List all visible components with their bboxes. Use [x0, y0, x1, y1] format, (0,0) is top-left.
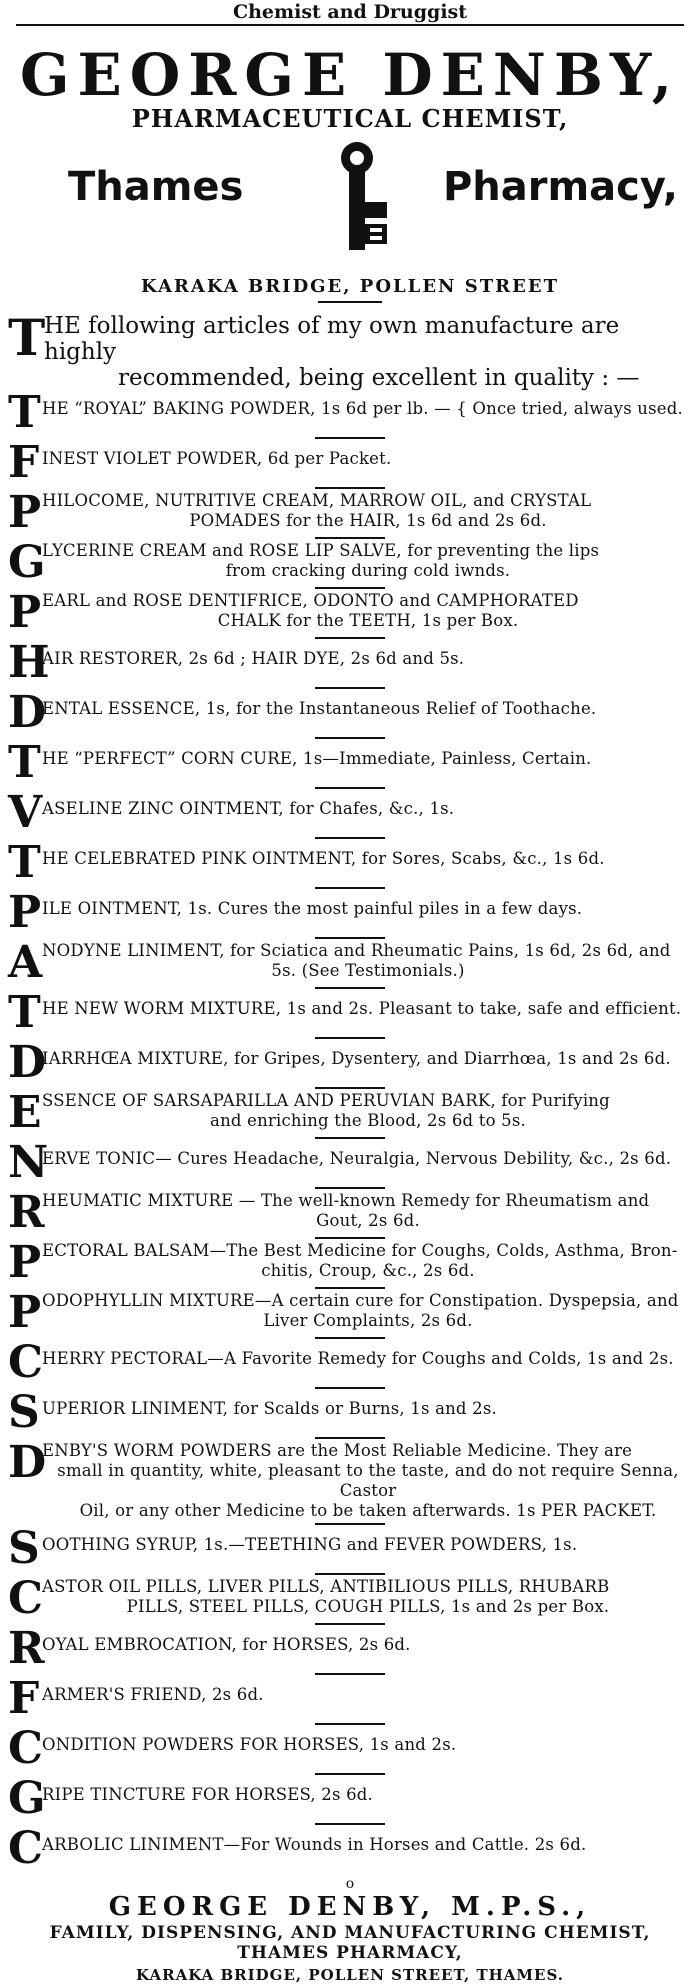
product-text [42, 1191, 694, 1231]
product-text [42, 791, 694, 819]
product-line: EARL and ROSE DENTIFRICE, ODONTO and CAMPHORATED [42, 591, 579, 610]
product-line: from cracking during cold iwnds. [225, 561, 511, 580]
product-text [42, 1391, 694, 1419]
product-line: HERRY PECTORAL—A Favorite Remedy for Coughs and Colds, 1s and 2s. [42, 1349, 674, 1368]
product-item [6, 737, 694, 788]
product-line: IARRHŒA MIXTURE, for Gripes, Dysentery, and Diarrhœa, 1s and 2s 6d. [42, 1049, 671, 1068]
product-line: HE “ROYAL” BAKING POWDER, 1s 6d per lb. — { Once tried, always used. [42, 399, 683, 418]
product-line: ODOPHYLLIN MIXTURE—A certain cure for Constipation. Dyspepsia, and [42, 1291, 679, 1310]
product-item [6, 787, 694, 838]
divider [315, 587, 385, 589]
dropcap: P [8, 1287, 42, 1338]
product-list [6, 387, 694, 1874]
product-text [42, 491, 694, 531]
product-item [6, 637, 694, 688]
brand-right: Pharmacy, [442, 164, 678, 210]
product-item [6, 887, 694, 938]
product-text [42, 441, 694, 469]
product-item [6, 387, 694, 438]
brand-left: Thames [68, 164, 244, 210]
divider [315, 1187, 385, 1189]
product-text [42, 1091, 694, 1131]
dropcap: V [8, 787, 43, 838]
dropcap: D [8, 687, 47, 738]
address: KARAKA BRIDGE, POLLEN STREET [141, 276, 559, 297]
product-line: INEST VIOLET POWDER, 6d per Packet. [42, 449, 392, 468]
footer-line: THAMES PHARMACY, [237, 1943, 463, 1963]
divider [315, 1623, 385, 1625]
product-text [42, 741, 694, 769]
product-item [6, 1523, 694, 1574]
product-line: HE NEW WORM MIXTURE, 1s and 2s. Pleasant to take, safe and efficient. [42, 999, 682, 1018]
divider [315, 487, 385, 489]
divider [315, 1137, 385, 1139]
product-text [42, 591, 694, 631]
dropcap: S [8, 1523, 40, 1574]
dropcap: S [8, 1387, 40, 1438]
divider [315, 787, 385, 789]
divider [315, 1387, 385, 1389]
product-line: HEUMATIC MIXTURE — The well-known Remedy for Rheumatism and [42, 1191, 650, 1210]
product-line: POMADES for the HAIR, 1s 6d and 2s 6d. [189, 511, 547, 530]
dropcap: G [8, 1773, 46, 1824]
product-text [42, 1291, 694, 1331]
divider [315, 1087, 385, 1089]
proprietor-title: PHARMACEUTICAL CHEMIST, [131, 104, 569, 133]
divider [315, 1573, 385, 1575]
product-line: ILE OINTMENT, 1s. Cures the most painful piles in a few days. [42, 899, 583, 918]
product-line: ENTAL ESSENCE, 1s, for the Instantaneous Relief of Toothache. [42, 699, 597, 718]
product-text [42, 1827, 694, 1855]
product-text [42, 1577, 694, 1617]
divider [315, 1523, 385, 1525]
product-item [6, 587, 694, 638]
dropcap: T [8, 737, 41, 788]
product-line: and enriching the Blood, 2s 6d to 5s. [210, 1111, 526, 1130]
divider [315, 437, 385, 439]
divider [315, 1723, 385, 1725]
divider [315, 1237, 385, 1239]
divider [315, 987, 385, 989]
divider [318, 301, 382, 303]
footer [6, 1877, 694, 1987]
product-item [6, 487, 694, 538]
product-item [6, 1623, 694, 1674]
product-item [6, 1037, 694, 1088]
product-text [42, 691, 694, 719]
divider [315, 687, 385, 689]
dropcap: F [8, 1673, 40, 1724]
product-text [42, 1627, 694, 1655]
product-line: ASELINE ZINC OINTMENT, for Chafes, &c., 1s. [42, 799, 455, 818]
dropcap: H [8, 637, 50, 688]
product-line: OYAL EMBROCATION, for HORSES, 2s 6d. [42, 1635, 411, 1654]
product-item [6, 1773, 694, 1824]
dropcap: P [8, 587, 42, 638]
product-line: Gout, 2s 6d. [316, 1211, 420, 1230]
product-line: PILLS, STEEL PILLS, COUGH PILLS, 1s and 2s per Box. [126, 1597, 610, 1616]
dropcap: P [8, 887, 42, 938]
dropcap: T [8, 987, 41, 1038]
divider [315, 937, 385, 939]
product-text [42, 941, 694, 981]
product-item [6, 937, 694, 988]
section-tag: Chemist and Druggist [232, 1, 468, 23]
product-text [42, 1527, 694, 1555]
divider [315, 637, 385, 639]
product-line: chitis, Croup, &c., 2s 6d. [261, 1261, 475, 1280]
key-icon [322, 140, 392, 256]
product-text [42, 1141, 694, 1169]
dropcap: T [8, 387, 41, 438]
product-text [42, 891, 694, 919]
dropcap: C [8, 1337, 44, 1388]
product-line: UPERIOR LINIMENT, for Scalds or Burns, 1s and 2s. [42, 1399, 497, 1418]
divider [315, 837, 385, 839]
product-line: ONDITION POWDERS FOR HORSES, 1s and 2s. [42, 1735, 457, 1754]
intro-line: HE following articles of my own manufacture are highly [44, 313, 620, 365]
divider [315, 1823, 385, 1825]
dropcap: P [8, 487, 42, 538]
product-line: Oil, or any other Medicine to be taken afterwards. 1s PER PACKET. [79, 1501, 657, 1520]
product-line: CHALK for the TEETH, 1s per Box. [217, 611, 519, 630]
product-item [6, 837, 694, 888]
product-line: ERVE TONIC— Cures Headache, Neuralgia, Nervous Debility, &c., 2s 6d. [42, 1149, 672, 1168]
product-line: ENBY'S WORM POWDERS are the Most Reliable Medicine. They are [42, 1441, 633, 1460]
product-text [42, 1241, 694, 1281]
product-text [42, 641, 694, 669]
product-line: HE CELEBRATED PINK OINTMENT, for Sores, Scabs, &c., 1s 6d. [42, 849, 605, 868]
product-item [6, 1287, 694, 1338]
divider [315, 887, 385, 889]
divider [315, 1287, 385, 1289]
product-item [6, 1437, 694, 1521]
product-item [6, 1087, 694, 1138]
dropcap: T [8, 837, 41, 888]
product-item [6, 1337, 694, 1388]
product-text [42, 391, 694, 419]
proprietor-name: GEORGE DENBY, [19, 41, 681, 109]
dropcap: C [8, 1723, 44, 1774]
product-item [6, 1823, 694, 1874]
product-line: OOTHING SYRUP, 1s.—TEETHING and FEVER POWDERS, 1s. [42, 1535, 578, 1554]
footer-line: FAMILY, DISPENSING, AND MANUFACTURING CHEMIST, [49, 1923, 651, 1943]
dropcap: G [8, 537, 46, 588]
divider [315, 537, 385, 539]
divider [315, 1037, 385, 1039]
product-line: AIR RESTORER, 2s 6d ; HAIR DYE, 2s 6d and 5s. [42, 649, 465, 668]
divider [315, 1673, 385, 1675]
brand-row [6, 140, 694, 258]
footer-address: KARAKA BRIDGE, POLLEN STREET, THAMES. [136, 1966, 564, 1984]
divider [315, 737, 385, 739]
intro-line: recommended, being excellent in quality : — [118, 365, 640, 391]
product-line: RIPE TINCTURE FOR HORSES, 2s 6d. [42, 1785, 373, 1804]
product-item [6, 1723, 694, 1774]
product-text [42, 541, 694, 581]
divider [315, 1337, 385, 1339]
product-text [42, 1677, 694, 1705]
product-item [6, 687, 694, 738]
product-line: Liver Complaints, 2s 6d. [263, 1311, 473, 1330]
product-line: ARMER'S FRIEND, 2s 6d. [42, 1685, 264, 1704]
dropcap: A [8, 937, 43, 988]
dropcap: F [8, 437, 40, 488]
product-line: ARBOLIC LINIMENT—For Wounds in Horses and Cattle. 2s 6d. [42, 1835, 587, 1854]
product-line: ASTOR OIL PILLS, LIVER PILLS, ANTIBILIOUS PILLS, RHUBARB [42, 1577, 610, 1596]
product-text [42, 841, 694, 869]
product-line: NODYNE LINIMENT, for Sciatica and Rheumatic Pains, 1s 6d, 2s 6d, and [42, 941, 671, 960]
product-text [42, 1777, 694, 1805]
dropcap: T [8, 308, 46, 367]
product-item [6, 1573, 694, 1624]
product-text [42, 1727, 694, 1755]
header-rule [16, 24, 684, 26]
product-line: LYCERINE CREAM and ROSE LIP SALVE, for preventing the lips [42, 541, 600, 560]
product-text [42, 991, 694, 1019]
dropcap: D [8, 1037, 47, 1088]
divider [315, 1773, 385, 1775]
product-line: HILOCOME, NUTRITIVE CREAM, MARROW OIL, and CRYSTAL [42, 491, 592, 510]
product-line: small in quantity, white, pleasant to the taste, and do not require Senna, Castor [57, 1461, 679, 1500]
dropcap: N [8, 1137, 49, 1188]
footer-name: GEORGE DENBY, M.P.S., [108, 1892, 592, 1922]
dropcap: P [8, 1237, 42, 1288]
product-line: 5s. (See Testimonials.) [271, 961, 465, 980]
ornament: o [345, 1876, 355, 1892]
product-line: SSENCE OF SARSAPARILLA AND PERUVIAN BARK, for Purifying [42, 1091, 610, 1110]
dropcap: R [8, 1187, 45, 1238]
product-text [42, 1341, 694, 1369]
product-text [42, 1041, 694, 1069]
dropcap: C [8, 1823, 44, 1874]
dropcap: C [8, 1573, 44, 1624]
divider [315, 1437, 385, 1439]
dropcap: D [8, 1437, 47, 1488]
product-item [6, 1237, 694, 1288]
product-item [6, 437, 694, 488]
product-item [6, 1387, 694, 1438]
dropcap: R [8, 1623, 45, 1674]
product-item [6, 1187, 694, 1238]
intro-paragraph [6, 308, 694, 391]
product-line: HE “PERFECT” CORN CURE, 1s—Immediate, Painless, Certain. [42, 749, 592, 768]
product-line: ECTORAL BALSAM—The Best Medicine for Coughs, Colds, Asthma, Bron- [42, 1241, 678, 1260]
product-item [6, 987, 694, 1038]
product-text [42, 1441, 694, 1521]
dropcap: E [8, 1087, 42, 1138]
product-item [6, 1137, 694, 1188]
product-item [6, 1673, 694, 1724]
product-item [6, 537, 694, 588]
